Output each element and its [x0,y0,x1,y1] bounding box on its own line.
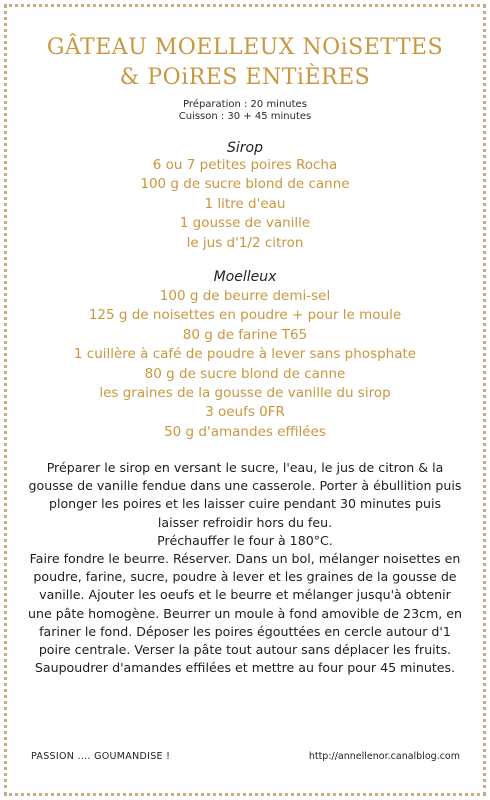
sirop-ingredient-list [0,156,490,253]
ingredient-item: les graines de la gousse de vanille du sirop [99,385,391,402]
footer-tagline: PASSION .... GOUMANDISE ! [31,751,171,762]
ingredient-item: 1 litre d'eau [204,195,286,212]
ingredient-item: 100 g de beurre demi-sel [159,288,331,304]
instructions-paragraph: Faire fondre le beurre. Réserver. Dans un bol, mélanger noisettes en poudre, farine, sucre, poudre à lever et les graines de la gousse de vanille. Ajouter les oeufs et le beurre et mélanger jusqu'à obtenir une pâte homogène. Beurrer un moule à fond amovible de 23cm, en fariner le fond. Déposer les poires égouttées en cercle autour d'1 poire centrale. Verser la pâte tout autour sans déplacer les fruits. Saupoudrer d'amandes effilées et mettre au four pour 45 minutes. [28,551,463,676]
ingredient-item: 80 g de farine T65 [182,326,308,343]
ingredient-item: 50 g d'amandes effilées [164,423,326,440]
instructions [28,459,462,677]
moelleux-ingredient-list [0,287,490,442]
cooking-time: Cuisson : 30 + 45 minutes [178,111,312,122]
preparation-time: Préparation : 20 minutes [183,99,307,110]
instructions-paragraph: Préchauffer le four à 180°C. [157,532,333,548]
instructions-paragraph: Préparer le sirop en versant le sucre, l'eau, le jus de citron & la gousse de vanille fendue dans une casserole. Porter à ébullition puis plonger les poires et les laisser cuire pendant 30 minutes puis laisser refroidir hors du feu. [28,460,462,530]
ingredient-item: 125 g de noisettes en poudre + pour le moule [88,307,402,324]
ingredient-item: 3 oeufs 0FR [205,404,285,421]
ingredient-item: le jus d'1/2 citron [186,234,304,251]
ingredient-item: 1 cuillère à café de poudre à lever sans phosphate [73,346,417,363]
ingredient-item: 100 g de sucre blond de canne [140,176,350,193]
recipe-title-line1: GÂTEAU MOELLEUX NOiSETTES [46,35,444,60]
ingredient-item: 6 ou 7 petites poires Rocha [152,157,338,173]
ingredient-item: 1 gousse de vanille [179,215,311,232]
recipe-title-line2: & POiRES ENTiÈRES [119,65,371,90]
moelleux-heading: Moelleux [213,269,277,285]
sirop-heading: Sirop [227,140,263,156]
ingredient-item: 80 g de sucre blond de canne [144,365,346,382]
footer-blog-url[interactable]: http://annellenor.canalblog.com [308,751,460,762]
